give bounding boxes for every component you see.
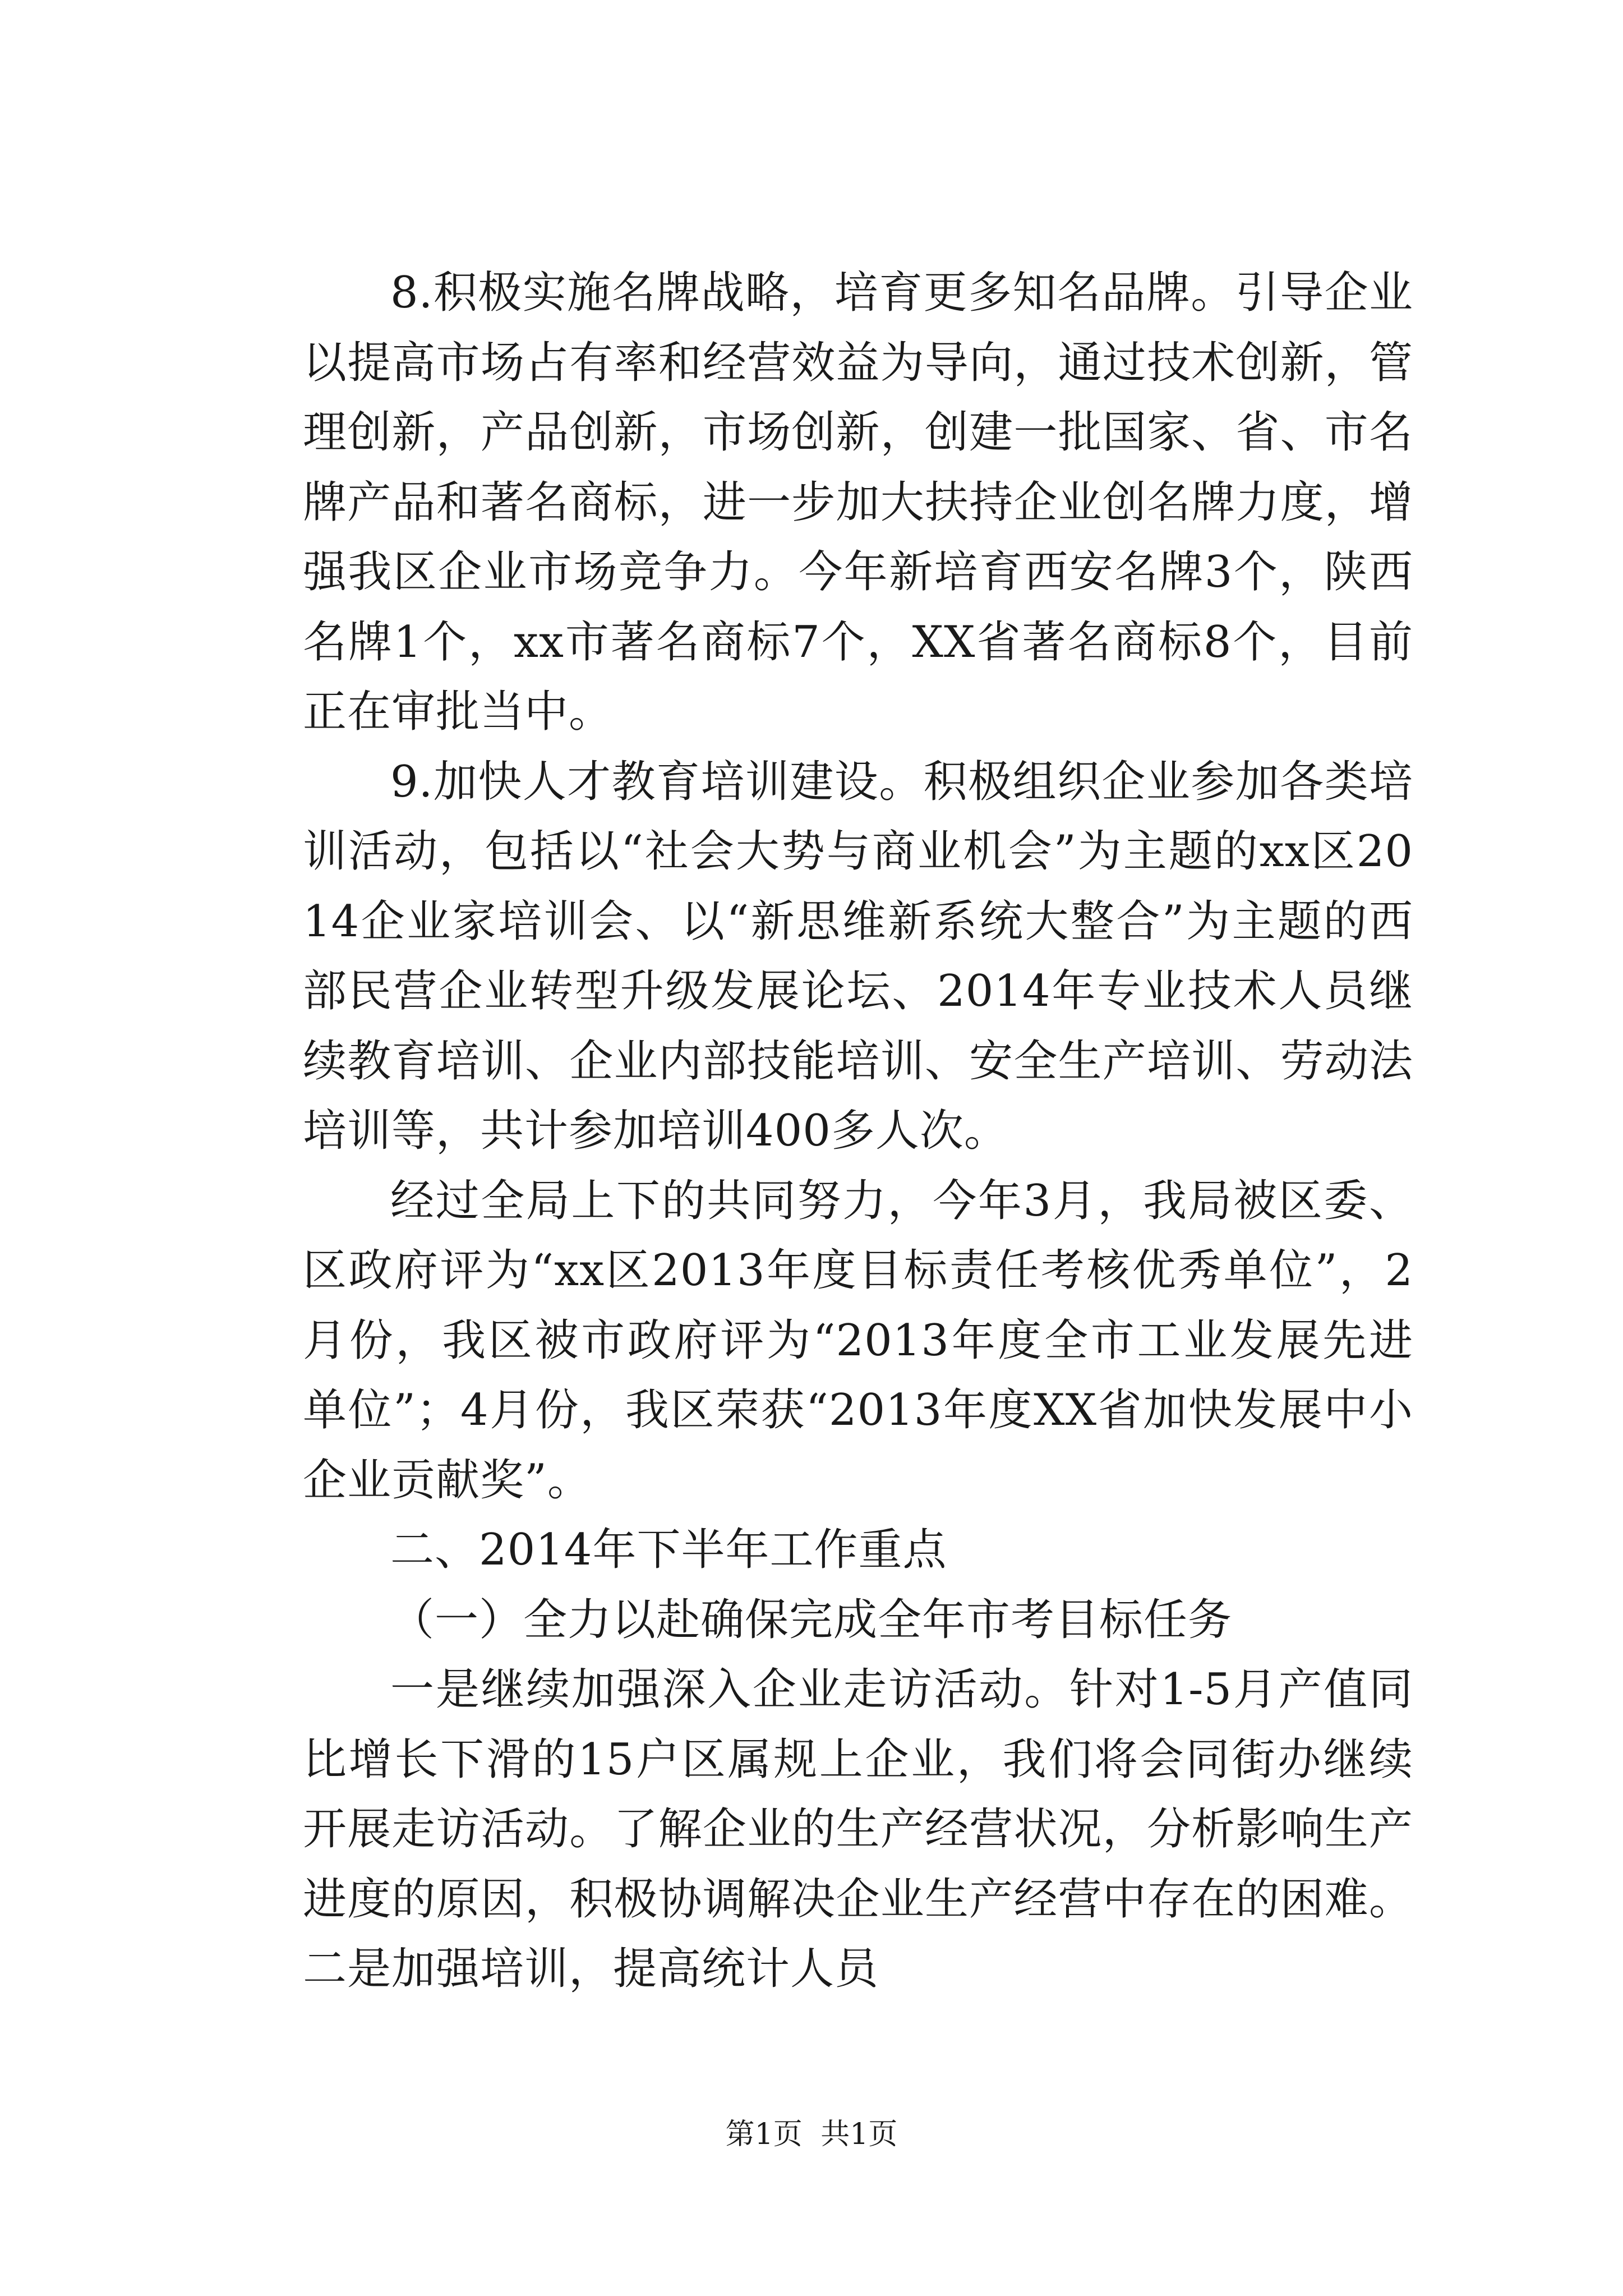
paragraph-brand-strategy: 8.积极实施名牌战略，培育更多知名品牌。引导企业以提高市场占有率和经营效益为导向，通过技术创新，管理创新，产品创新，市场创新，创建一批国家、省、市名牌产品和著名商标，进一步加大扶持企业创名牌力度，增强我区企业市场竞争力。今年新培育西安名牌3个，陕西名牌1个，xx市著名商标7个，XX省著名商标8个，目前正在审批当中。 — [303, 268, 1413, 737]
section-heading-second-half-priorities: 二、2014年下半年工作重点 — [390, 1525, 947, 1575]
document-body — [303, 258, 1413, 2004]
paragraph-enterprise-visits: 一是继续加强深入企业走访活动。针对1-5月产值同比增长下滑的15户区属规上企业，我们将会同街办继续开展走访活动。了解企业的生产经营状况，分析影响生产进度的原因，积极协调解决企业生产经营中存在的困难。二是加强培训，提高统计人员 — [303, 1664, 1413, 1994]
page-number: 第1页 — [725, 2118, 803, 2151]
page-total: 共1页 — [820, 2118, 898, 2151]
paragraph-achievements: 经过全局上下的共同努力，今年3月，我局被区委、区政府评为“xx区2013年度目标责任考核优秀单位”，2月份，我区被市政府评为“2013年度全市工业发展先进单位”；4月份，我区荣获“2013年度XX省加快发展中小企业贡献奖”。 — [303, 1175, 1413, 1506]
page-footer — [0, 2115, 1623, 2154]
paragraph-talent-training: 9.加快人才教育培训建设。积极组织企业参加各类培训活动，包括以“社会大势与商业机会”为主题的xx区2014企业家培训会、以“新思维新系统大整合”为主题的西部民营企业转型升级发展论坛、2014年专业技术人员继续教育培训、企业内部技能培训、安全生产培训、劳动法培训等，共计参加培训400多人次。 — [303, 756, 1413, 1156]
subsection-heading-annual-targets: （一）全力以赴确保完成全年市考目标任务 — [390, 1594, 1233, 1645]
